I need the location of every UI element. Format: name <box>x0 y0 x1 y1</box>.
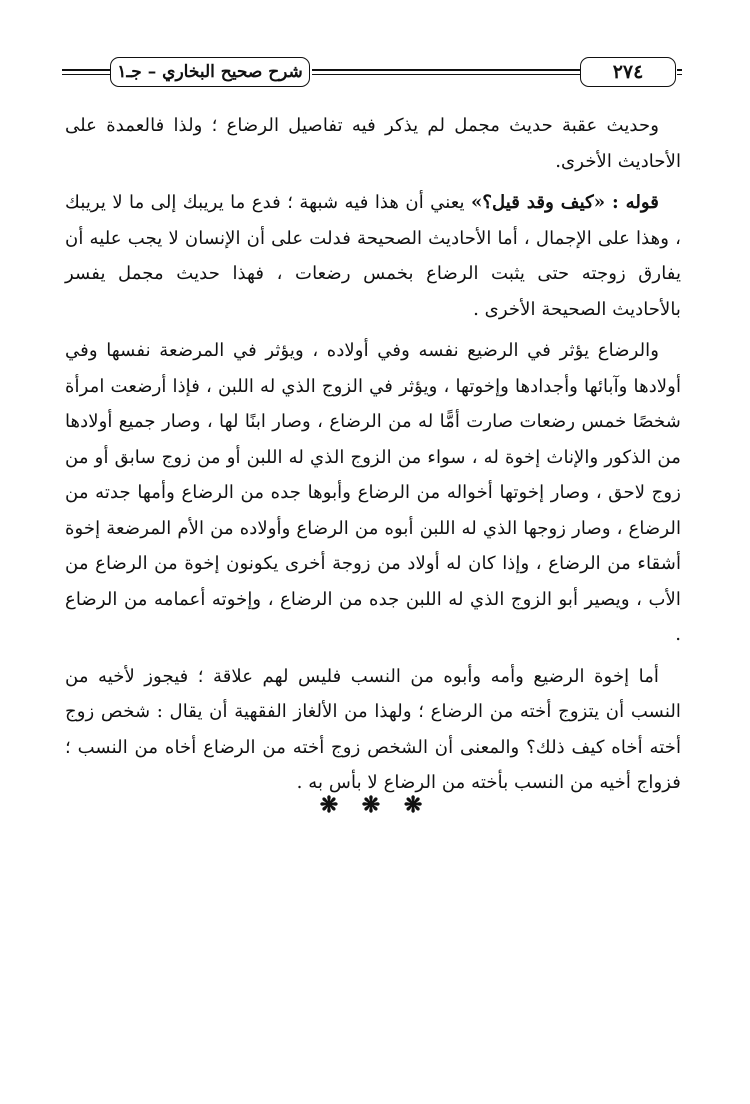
paragraph <box>65 333 681 653</box>
page-number-box <box>580 57 676 87</box>
book-title: شرح صحيح البخاري – جـ١ <box>117 62 303 82</box>
book-title-box <box>110 57 310 87</box>
paragraph <box>65 185 681 327</box>
quote-lead: قوله : «كيف وقد قيل؟» <box>470 192 659 213</box>
paragraph-text: والرضاع يؤثر في الرضيع نفسه وفي أولاده ، ويؤثر في المرضعة نفسها وفي أولادها وآبائها وأجدادها وإخوتها ، ويؤثر في الزوج الذي له اللبن ، فإذا أرضعت امرأة شخصًا خمس رضعات صارت أمًّا له من الرضاع ، وصار ابنًا لها ، وصار جميع أولادها من الذكور والإناث إخوة له ، سواء من الزوج الذي له اللبن أو من زوج سابق أو من زوج لاحق ، وصار إخوتها أخواله من الرضاع وأبوها جده من الرضاع وأمها جدته من الرضاع ، وصار زوجها الذي له اللبن أبوه من الرضاع وأولاده من الأم المرضعة إخوة أشقاء من الرضاع ، وإذا كان له أولاد من زوجة أخرى يكونون إخوة من الرضاع من الأب ، ويصير أبو الزوج الذي له اللبن جده من الرضاع ، وإخوته أعمامه من الرضاع . <box>65 340 681 645</box>
header-rule-left <box>62 69 110 75</box>
header-rule-right <box>677 69 682 75</box>
page-body <box>65 108 681 807</box>
paragraph <box>65 108 681 179</box>
paragraph <box>65 659 681 801</box>
paragraph-text: يعني أن هذا فيه شبهة ؛ فدع ما يريبك إلى ما لا يريبك ، وهذا على الإجمال ، أما الأحاديث الصحيحة فدلت على أن الإنسان لا يجب عليه أن يفارق زوجته حتى يثبت الرضاع بخمس رضعات ، فهذا حديث مجمل يفسر بالأحاديث الصحيحة الأخرى . <box>65 192 681 320</box>
page-header <box>62 55 682 91</box>
paragraph-text: وحديث عقبة حديث مجمل لم يذكر فيه تفاصيل الرضاع ؛ ولذا فالعمدة على الأحاديث الأخرى. <box>65 115 681 172</box>
section-separator: ❋ ❋ ❋ <box>319 792 431 818</box>
page-number: ٢٧٤ <box>612 61 644 83</box>
paragraph-text: أما إخوة الرضيع وأمه وأبوه من النسب فليس لهم علاقة ؛ فيجوز لأخيه من النسب أن يتزوج أخته من الرضاع ؛ ولهذا من الألغاز الفقهية أن يقال : شخص زوج أخته أخاه كيف ذلك؟ والمعنى أن الشخص زوج أخته من الرضاع أخاه من النسب ؛ فزواج أخيه من النسب بأخته من الرضاع لا بأس به . <box>65 665 681 793</box>
